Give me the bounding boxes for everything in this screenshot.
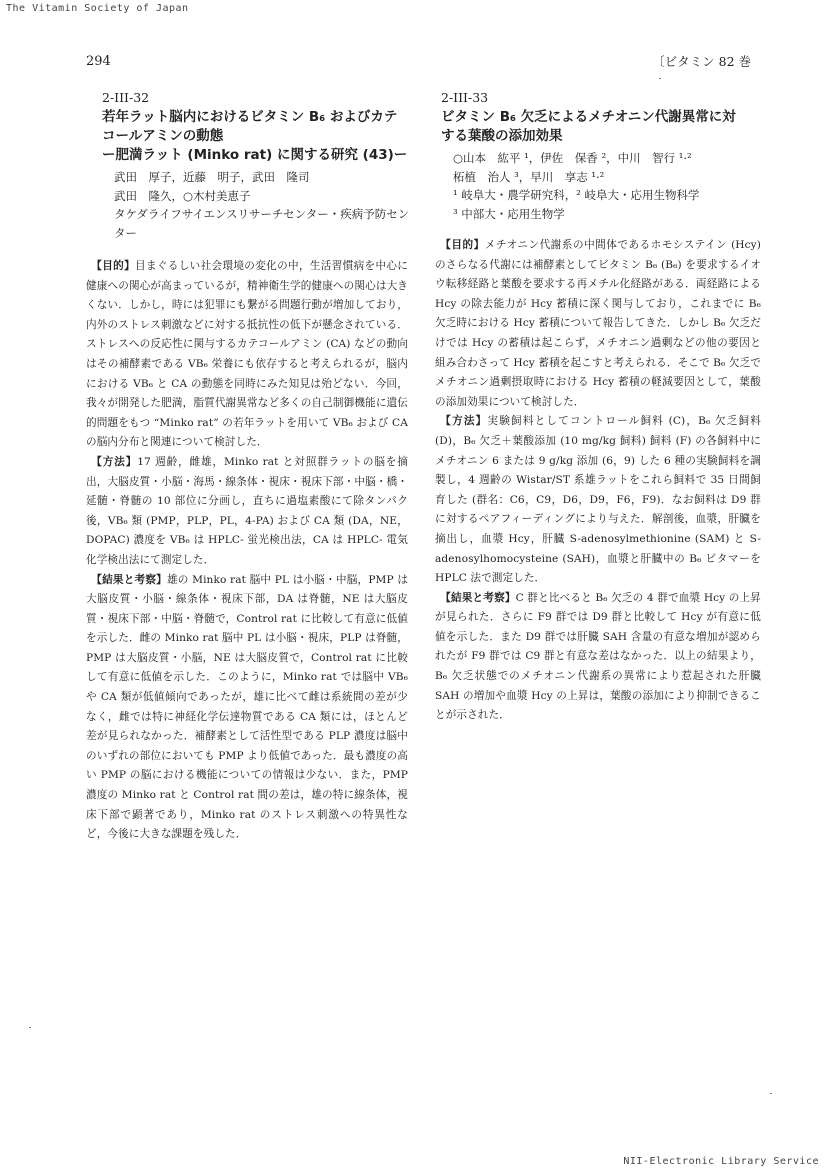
affiliation: タケダライフサイエンスリサーチセンター・疾病予防センター: [114, 207, 410, 240]
paragraph-text: メチオニン代謝系の中間体であるホモシステイン (Hcy) のさらなる代謝には補酵素としてビタミン B₆ (B₆) を要求するイオウ転移経路と葉酸を要求する再メチル化経路がある．両経路による Hcy の除去能力が Hcy 蓄積に深く関与しており，これまでに B₆ 欠乏時における Hcy 蓄積について報告してきた．しかし B₆ 欠乏だけでは Hcy の蓄積は起こらず，メチオニン過剰などの他の要因と組み合わさって Hcy 蓄積を起こすと考えられる．そこで B₆ 欠乏でメチオニン過剰摂取時における Hcy 蓄積の軽減要因として，葉酸の添加効果について検討した．: [435, 239, 761, 408]
abstract-left-body: [86, 257, 408, 845]
paragraph-methods: [86, 453, 408, 571]
author-line: ○山本 紘平 ¹，伊佐 保香 ²，中川 智行 ¹·²: [453, 151, 692, 165]
abstract-title-line: コールアミンの動態: [102, 128, 224, 144]
author-line: 武田 隆久，○木村美恵子: [114, 188, 251, 203]
abstract-title-line: ビタミン B₆ 欠乏によるメチオニン代謝異常に対: [441, 109, 736, 125]
paragraph-text: 17 週齢，雌雄，Minko rat と対照群ラットの脳を摘出，大脳皮質・小脳・海馬・線条体・視床・視床下部・中脳・橋・延髄・脊髄の 10 部位に分画し，直ちに過塩素酸にて除タンパク後，VB₆ 類 (PMP，PLP，PL，4-PA) および CA 類 (DA，NE，DOPAC) 濃度を VB₆ は HPLC- 蛍光検出法，CA は HPLC- 電気化学検出法にて測定した．: [86, 455, 408, 566]
paragraph-results: [86, 571, 408, 845]
paragraph-purpose: [435, 236, 761, 412]
scan-speck: [770, 1093, 772, 1094]
author-line: 武田 厚子，近藤 明子，武田 隆司: [114, 170, 310, 184]
paragraph-results: [435, 589, 761, 726]
scan-speck: [29, 1027, 31, 1028]
paragraph-methods: [435, 412, 761, 588]
abstract-title-line: する葉酸の添加効果: [441, 128, 563, 144]
paragraph-text: 雄の Minko rat 脳中 PL は小脳・中脳，PMP は大脳皮質・小脳・線条体・視床下部，DA は脊髄，NE は大脳皮質・視床下部・中脳・脊髄で，Control rat に比較して有意に低値を示した．雌の Minko rat 脳中 PL は小脳・視床，PLP は脊髄，PMP は大脳皮質・小脳，NE は大脳皮質で，Control rat に比較して有意に低値を示した．このように，Minko rat では脳中 VB₆ や CA 類が低値傾向であったが，雄に比べて雌は系統間の差が少なく，雌では特に神経化学伝達物質である CA 類には，ほとんど差が見られなかった．補酵素として活性型である PLP 濃度は脳中のいずれの部位においても PMP より低値であった．最も濃度の高い PMP の脳における機能についての情報は少ない．また，PMP 濃度の Minko rat と Control rat 間の差は，雄の特に線条体，視床下部で顕著であり，Minko rat のストレス刺激への特異性など，今後に大きな課題を残した．: [86, 573, 409, 841]
section-label: 【方法】: [440, 415, 488, 428]
abstract-right-body: [435, 236, 761, 726]
scan-speck: [659, 78, 661, 79]
archive-header: The Vitamin Society of Japan: [6, 3, 189, 14]
running-head: 〔ビタミン 82 巻: [652, 54, 751, 69]
affiliation-line: ¹ 岐阜大・農学研究科，² 岐阜大・応用生物科学: [453, 188, 700, 202]
paragraph-purpose: [86, 257, 408, 453]
abstract-subtitle: ー肥満ラット (Minko rat) に関する研究 (43)ー: [102, 147, 408, 163]
paragraph-text: 実験飼料としてコントロール飼料 (C)，B₆ 欠乏飼料 (D)，B₆ 欠乏＋葉酸添加 (10 mg/kg 飼料) 飼料 (F) の各飼料中にメチオニン 6 または 9 g/kg 添加 (6，9) した 6 種の実験飼料を調製し，4 週齢の Wistar/ST 系雄ラットをこれら飼料で 35 日間飼育した (群名：C6，C9，D6，D9，F6，F9)．なお飼料は D9 群に対するペアフィーディングにより与えた．解剖後，血漿，肝臓を摘出し，血漿 Hcy，肝臓 S-adenosylmethionine (SAM) と S-adenosylhomocysteine (SAH)，血漿と肝臓中の B₆ ビタマーを HPLC 法で測定した．: [435, 415, 762, 585]
section-label: 【目的】: [91, 260, 136, 272]
archive-footer: NII-Electronic Library Service: [623, 1156, 819, 1167]
author-line: 柘植 治人 ³，早川 享志 ¹·²: [453, 169, 605, 184]
section-label: 【結果と考察】: [440, 591, 516, 604]
affiliation-line: ³ 中部大・応用生物学: [453, 206, 565, 221]
page-number: 294: [86, 54, 111, 69]
paragraph-text: C 群と比べると B₆ 欠乏の 4 群で血漿 Hcy の上昇が見られた．さらに F9 群では D9 群と比較して Hcy が有意に低値を示した．また D9 群では肝臓 SAH 含量の有意な増加が認められたが F9 群では C9 群と有意な差はなかった．以上の結果より，B₆ 欠乏状態でのメチオニン代謝系の異常により惹起された肝臓 SAH の増加や血漿 Hcy の上昇は，葉酸の添加により抑制できることが示された．: [435, 591, 761, 722]
section-label: 【方法】: [91, 455, 138, 468]
abstract-right-header: [441, 90, 759, 223]
abstract-left-header: [102, 90, 417, 242]
paragraph-text: 目まぐるしい社会環境の変化の中，生活習慣病を中心に健康への関心が高まっているが，精神衛生学的健康への関心は大きくない．しかし，時には犯罪にも繋がる問題行動が増加しており，内外のストレス刺激などに対する抵抗性の低下が懸念されている．ストレスへの反応性に関与するカテコールアミン (CA) などの動向はその補酵素である VB₆ 栄養にも依存すると考えられるが，脳内における VB₆ と CA の動態を同時にみた知見は殆どない．今回，我々が開発した肥満，脂質代謝異常など多くの自己制御機能に遺伝的問題をもつ “Minko rat” の若年ラットを用いて VB₆ および CA の脳内分布と関連について検討した．: [86, 260, 408, 449]
abstract-title-line: 若年ラット脳内におけるビタミン B₆ およびカテ: [102, 109, 398, 125]
section-label: 【結果と考察】: [91, 573, 167, 586]
abstract-code: 2-III-32: [102, 90, 150, 105]
abstract-code: 2-III-33: [441, 90, 489, 105]
section-label: 【目的】: [440, 239, 485, 251]
